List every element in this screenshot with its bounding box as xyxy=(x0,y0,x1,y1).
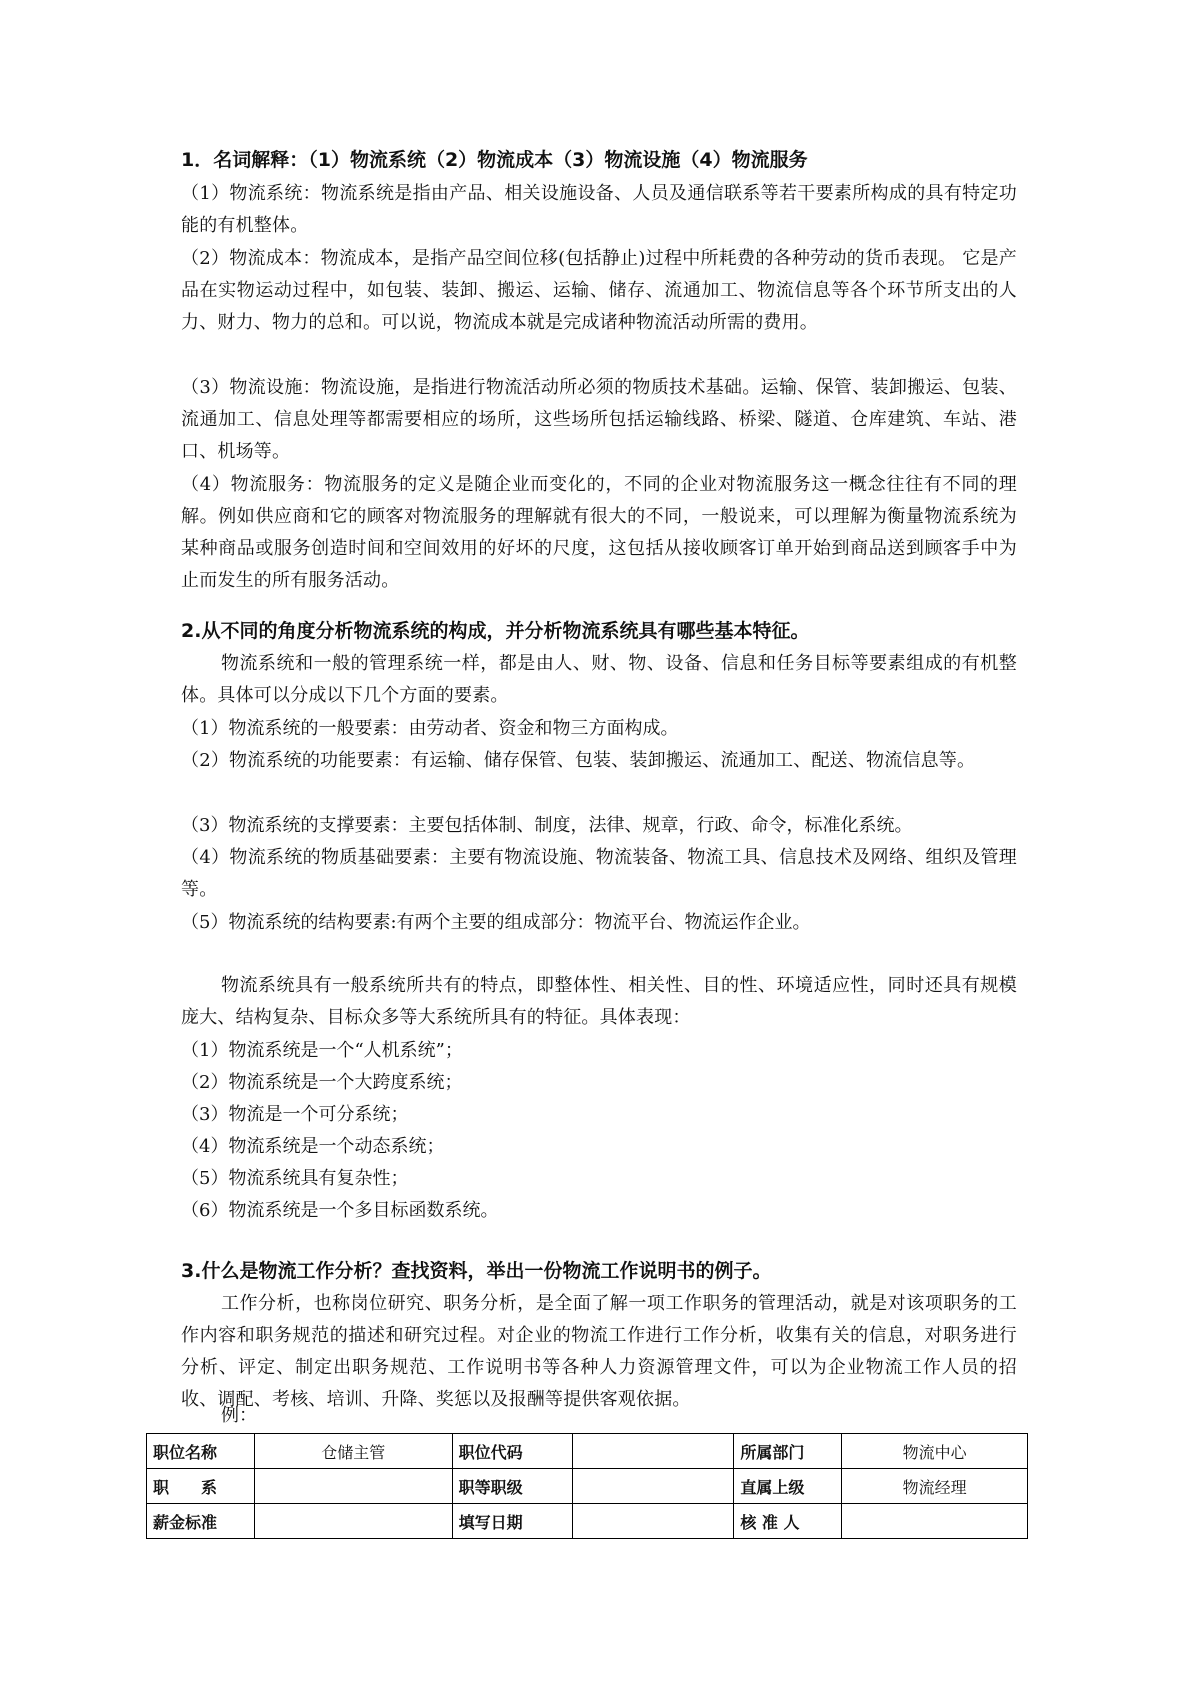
table-value-cell xyxy=(254,1504,452,1539)
q2-feature-1: （1）物流系统是一个“人机系统”； xyxy=(181,1040,463,1061)
q2-element-5: （5）物流系统的结构要素:有两个主要的组成部分：物流平台、物流运作企业。 xyxy=(181,912,811,933)
q1-para-1: （1）物流系统：物流系统是指由产品、相关设施设备、人员及通信联系等若干要素所构成的具有特定功能的有机整体。 xyxy=(181,183,1017,236)
q2-element-4: （4）物流系统的物质基础要素：主要有物流设施、物流装备、物流工具、信息技术及网络、组织及管理等。 xyxy=(181,847,1017,900)
q3-heading: 3.什么是物流工作分析？查找资料，举出一份物流工作说明书的例子。 xyxy=(181,1260,772,1282)
table-label-cell: 职位名称 xyxy=(147,1434,255,1469)
table-row xyxy=(147,1504,1028,1539)
table-value-cell xyxy=(254,1469,452,1504)
table-label-cell: 所属部门 xyxy=(734,1434,842,1469)
table-label-cell: 薪金标准 xyxy=(147,1504,255,1539)
table-label-cell: 职位代码 xyxy=(452,1434,572,1469)
q1-para-3: （3）物流设施：物流设施，是指进行物流活动所必须的物质技术基础。运输、保管、装卸搬运、包装、流通加工、信息处理等都需要相应的场所，这些场所包括运输线路、桥梁、隧道、仓库建筑、车站、港口、机场等。 xyxy=(181,377,1017,462)
job-description-table xyxy=(146,1433,1028,1539)
table-value-cell xyxy=(572,1469,734,1504)
q2-heading: 2.从不同的角度分析物流系统的构成，并分析物流系统具有哪些基本特征。 xyxy=(181,620,810,642)
table-label-cell: 直属上级 xyxy=(734,1469,842,1504)
table-value-cell: 物流经理 xyxy=(842,1469,1028,1504)
q2-intro: 物流系统和一般的管理系统一样，都是由人、财、物、设备、信息和任务目标等要素组成的有机整体。具体可以分成以下几个方面的要素。 xyxy=(181,653,1017,706)
table-label-cell: 核 准 人 xyxy=(734,1504,842,1539)
table-label-cell: 职等职级 xyxy=(452,1469,572,1504)
table-value-cell xyxy=(572,1504,734,1539)
q2-feature-2: （2）物流系统是一个大跨度系统； xyxy=(181,1072,463,1093)
table-label-cell: 职 系 xyxy=(147,1469,255,1504)
q2-features-intro: 物流系统具有一般系统所共有的特点，即整体性、相关性、目的性、环境适应性，同时还具有规模庞大、结构复杂、目标众多等大系统所具有的特征。具体表现： xyxy=(181,975,1017,1028)
q2-feature-6: （6）物流系统是一个多目标函数系统。 xyxy=(181,1200,499,1221)
table-row xyxy=(147,1434,1028,1469)
q2-feature-4: （4）物流系统是一个动态系统； xyxy=(181,1136,445,1157)
q2-feature-3: （3）物流是一个可分系统； xyxy=(181,1104,409,1125)
table-value-cell: 仓储主管 xyxy=(254,1434,452,1469)
q2-element-1: （1）物流系统的一般要素：由劳动者、资金和物三方面构成。 xyxy=(181,718,679,739)
q3-example-label: 例： xyxy=(221,1405,257,1426)
table-label-cell: 填写日期 xyxy=(452,1504,572,1539)
table-value-cell xyxy=(572,1434,734,1469)
table-value-cell xyxy=(842,1504,1028,1539)
table-row xyxy=(147,1469,1028,1504)
q1-heading: 1．名词解释：（1）物流系统（2）物流成本（3）物流设施（4）物流服务 xyxy=(181,149,808,171)
q3-intro: 工作分析，也称岗位研究、职务分析，是全面了解一项工作职务的管理活动，就是对该项职务的工作内容和职务规范的描述和研究过程。对企业的物流工作进行工作分析，收集有关的信息，对职务进行分析、评定、制定出职务规范、工作说明书等各种人力资源管理文件，可以为企业物流工作人员的招收、调配、考核、培训、升降、奖惩以及报酬等提供客观依据。 xyxy=(181,1293,1017,1410)
q1-para-2: （2）物流成本：物流成本，是指产品空间位移(包括静止)过程中所耗费的各种劳动的货币表现。 它是产品在实物运动过程中，如包装、装卸、搬运、运输、储存、流通加工、物流信息等各个环节所支出的人力、财力、物力的总和。可以说，物流成本就是完成诸种物流活动所需的费用。 xyxy=(181,248,1017,333)
q2-element-3: （3）物流系统的支撑要素：主要包括体制、制度，法律、规章，行政、命令，标准化系统。 xyxy=(181,815,913,836)
q2-element-2: （2）物流系统的功能要素：有运输、储存保管、包装、装卸搬运、流通加工、配送、物流信息等。 xyxy=(181,750,976,771)
q2-feature-5: （5）物流系统具有复杂性； xyxy=(181,1168,409,1189)
table-value-cell: 物流中心 xyxy=(842,1434,1028,1469)
q1-para-4: （4）物流服务：物流服务的定义是随企业而变化的，不同的企业对物流服务这一概念往往有不同的理解。例如供应商和它的顾客对物流服务的理解就有很大的不同，一般说来，可以理解为衡量物流系统为某种商品或服务创造时间和空间效用的好坏的尺度，这包括从接收顾客订单开始到商品送到顾客手中为止而发生的所有服务活动。 xyxy=(181,474,1017,591)
